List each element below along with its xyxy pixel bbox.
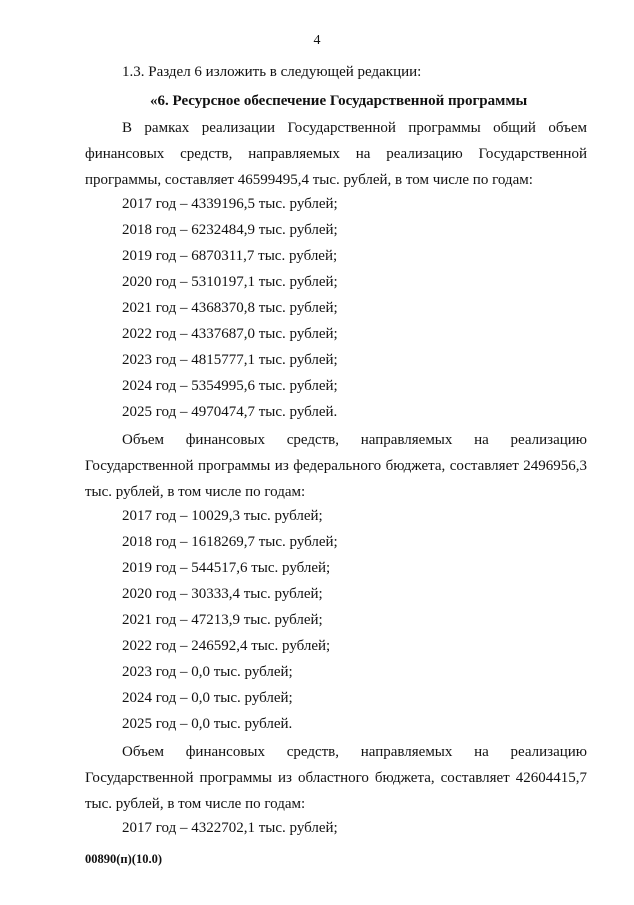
- federal-year-item: 2021 год – 47213,9 тыс. рублей;: [122, 612, 323, 628]
- page-number: 4: [313, 33, 321, 48]
- total-year-item: 2020 год – 5310197,1 тыс. рублей;: [122, 274, 338, 290]
- total-year-item: 2019 год – 6870311,7 тыс. рублей;: [122, 248, 338, 264]
- federal-year-item: 2019 год – 544517,6 тыс. рублей;: [122, 560, 331, 576]
- federal-year-item: 2025 год – 0,0 тыс. рублей.: [122, 716, 293, 732]
- para3-line2: Государственной программы из областного бюджета, составляет 42604415,7: [85, 770, 587, 786]
- para1-line2: финансовых средств, направляемых на реализацию Государственной: [85, 146, 587, 162]
- total-year-item: 2018 год – 6232484,9 тыс. рублей;: [122, 222, 338, 238]
- federal-year-item: 2018 год – 1618269,7 тыс. рублей;: [122, 534, 338, 550]
- total-year-item: 2024 год – 5354995,6 тыс. рублей;: [122, 378, 338, 394]
- para1-line3: программы, составляет 46599495,4 тыс. рублей, в том числе по годам:: [85, 172, 533, 188]
- para2-line3: тыс. рублей, в том числе по годам:: [85, 484, 306, 500]
- total-year-item: 2017 год – 4339196,5 тыс. рублей;: [122, 196, 338, 212]
- para3-line1: Объем финансовых средств, направляемых на реализацию: [122, 744, 587, 760]
- federal-year-item: 2017 год – 10029,3 тыс. рублей;: [122, 508, 323, 524]
- para2-line1: Объем финансовых средств, направляемых на реализацию: [122, 432, 587, 448]
- federal-year-item: 2024 год – 0,0 тыс. рублей;: [122, 690, 293, 706]
- total-year-item: 2021 год – 4368370,8 тыс. рублей;: [122, 300, 338, 316]
- federal-year-item: 2020 год – 30333,4 тыс. рублей;: [122, 586, 323, 602]
- federal-year-item: 2023 год – 0,0 тыс. рублей;: [122, 664, 293, 680]
- para1-line1: В рамках реализации Государственной программы общий объем: [122, 120, 587, 136]
- section-heading: «6. Ресурсное обеспечение Государственной программы: [150, 93, 528, 109]
- total-year-item: 2022 год – 4337687,0 тыс. рублей;: [122, 326, 338, 342]
- para2-line2: Государственной программы из федерального бюджета, составляет 2496956,3: [85, 458, 587, 474]
- para3-line3: тыс. рублей, в том числе по годам:: [85, 796, 306, 812]
- total-year-item: 2023 год – 4815777,1 тыс. рублей;: [122, 352, 338, 368]
- regional-year-item: 2017 год – 4322702,1 тыс. рублей;: [122, 820, 338, 836]
- intro-line: 1.3. Раздел 6 изложить в следующей редакции:: [122, 64, 422, 80]
- total-year-item: 2025 год – 4970474,7 тыс. рублей.: [122, 404, 338, 420]
- footer-code: 00890(п)(10.0): [85, 852, 162, 866]
- federal-year-item: 2022 год – 246592,4 тыс. рублей;: [122, 638, 331, 654]
